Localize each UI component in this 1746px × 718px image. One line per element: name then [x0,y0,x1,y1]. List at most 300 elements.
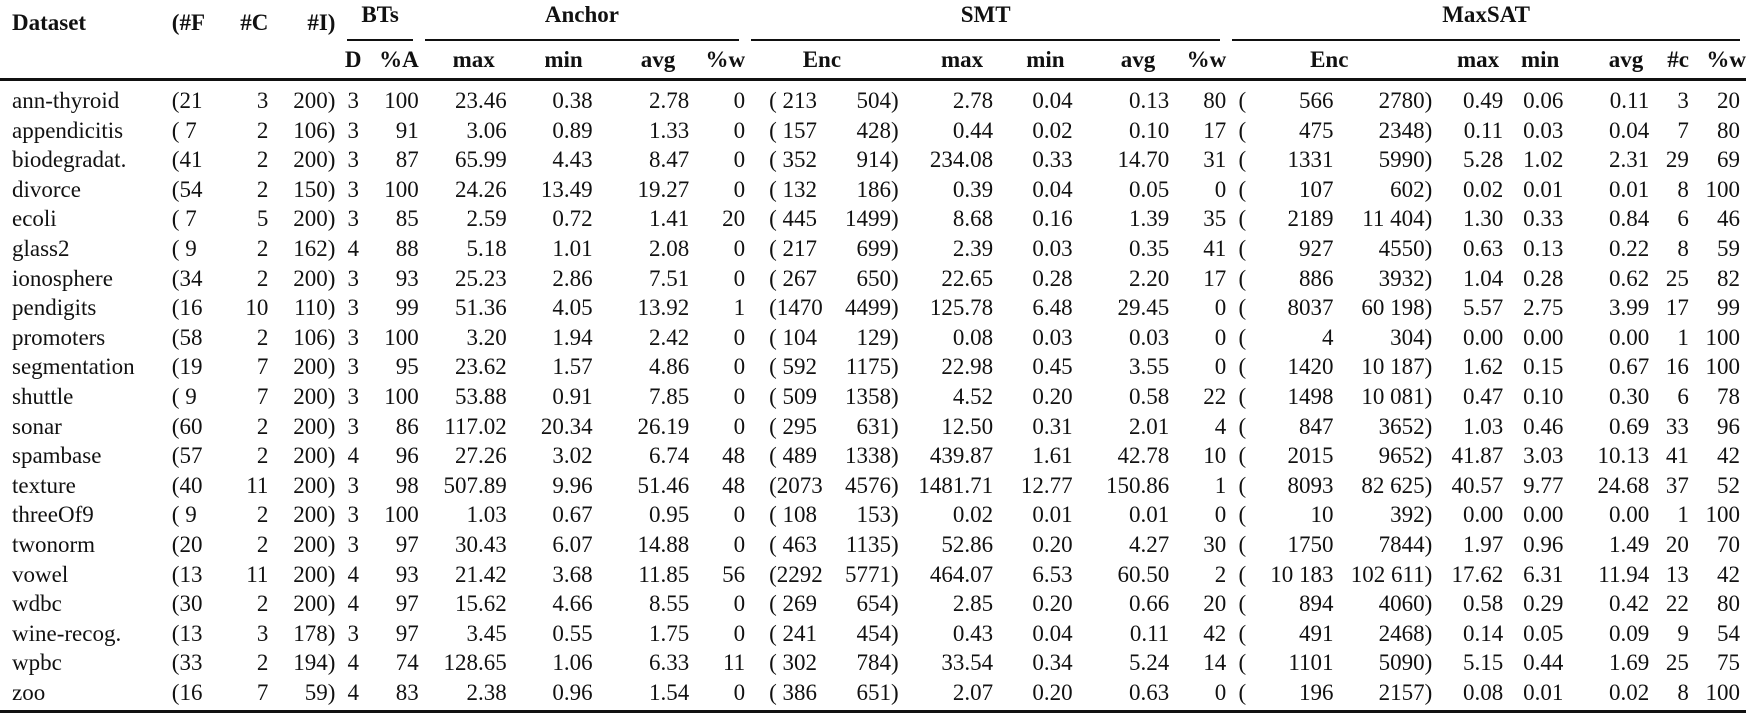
cell-smt-min: 0.20 [1032,591,1073,617]
cell-dataset-name: spambase [12,443,102,469]
cell-anchor-max: 3.45 [466,620,507,646]
cell-num-instances: 200) [293,502,336,528]
cell-smt-min: 0.20 [1032,531,1073,557]
cell-maxsat-max: 0.02 [1462,176,1504,202]
cell-maxsat-enc-vars: 2189 [1287,206,1334,232]
header-smt-wrong: %w [1186,47,1227,72]
cell-maxsat-min: 3.03 [1523,443,1564,469]
cell-maxsat-max: 0.14 [1462,620,1504,646]
cell-maxsat-avg: 24.68 [1597,472,1650,498]
cell-smt-avg: 29.45 [1117,295,1170,321]
cell-smt-enc-clauses: 428) [856,117,899,143]
cell-maxsat-min: 0.05 [1523,620,1564,646]
cell-smt-enc-vars: ( 509 [769,383,818,409]
cell-bts-depth: 3 [347,531,359,557]
cell-maxsat-enc-vars: 927 [1299,235,1334,261]
cell-anchor-avg: 0.95 [649,502,690,528]
cell-maxsat-avg: 3.99 [1608,295,1650,321]
cell-num-features: (20 [171,531,203,557]
table-row [0,441,1746,471]
cell-maxsat-enc-vars: 196 [1299,679,1334,705]
cell-maxsat-enc-open: ( [1238,531,1247,557]
cell-smt-enc-clauses: 1175) [845,354,899,380]
cell-maxsat-enc-vars: 894 [1299,591,1334,617]
cell-num-classes: 2 [256,235,269,261]
cell-smt-enc-vars: ( 241 [769,620,818,646]
cell-smt-enc-clauses: 631) [856,413,899,439]
cell-smt-enc-vars: (2073 [769,472,823,498]
header-anchor-max: max [452,47,495,72]
cell-num-instances: 200) [293,265,336,291]
cell-anchor-max: 2.59 [466,206,507,232]
cell-smt-min: 0.16 [1032,206,1073,232]
cell-smt-enc-vars: ( 295 [769,413,818,439]
cell-maxsat-clauses: 1 [1677,502,1689,528]
cell-num-classes: 2 [256,147,269,173]
cell-anchor-min: 4.43 [552,147,593,173]
cell-anchor-avg: 19.27 [637,176,690,202]
cell-maxsat-wrong: 75 [1717,650,1740,676]
cell-maxsat-wrong: 46 [1717,206,1740,232]
group-rule-anchor [425,39,739,41]
cell-smt-avg: 150.86 [1105,472,1170,498]
cell-maxsat-min: 0.29 [1523,591,1564,617]
cell-maxsat-enc-clauses: 60 198) [1361,295,1433,321]
cell-smt-avg: 42.78 [1117,443,1170,469]
cell-maxsat-clauses: 16 [1665,354,1689,380]
cell-num-classes: 2 [256,265,269,291]
cell-smt-avg: 0.63 [1128,679,1170,705]
cell-maxsat-wrong: 100 [1705,324,1740,350]
group-label-maxsat: MaxSAT [1442,2,1530,27]
cell-anchor-min: 20.34 [540,413,593,439]
cell-maxsat-enc-clauses: 2157) [1378,679,1433,705]
cell-maxsat-enc-open: ( [1238,206,1247,232]
cell-dataset-name: texture [12,472,76,498]
cell-dataset-name: ecoli [12,206,57,232]
cell-maxsat-enc-vars: 886 [1299,265,1334,291]
cell-maxsat-avg: 0.00 [1608,324,1650,350]
header-maxsat-enc: Enc [1310,47,1349,72]
cell-num-instances: 200) [293,206,336,232]
cell-anchor-max: 53.88 [455,383,507,409]
cell-dataset-name: ionosphere [12,265,113,291]
cell-smt-min: 0.04 [1032,620,1073,646]
cell-anchor-min: 3.02 [552,443,593,469]
cell-anchor-max: 51.36 [455,295,507,321]
cell-smt-wrong: 0 [1214,295,1227,321]
cell-smt-max: 2.39 [952,235,994,261]
cell-bts-depth: 3 [347,176,359,202]
cell-bts-depth: 3 [347,147,359,173]
header-smt-avg: avg [1120,47,1156,72]
cell-maxsat-avg: 0.11 [1609,88,1650,113]
cell-maxsat-avg: 10.13 [1597,443,1650,469]
cell-num-instances: 200) [293,383,336,409]
table-row [0,175,1746,205]
cell-bts-accuracy: 100 [384,502,419,528]
cell-anchor-max: 1.03 [466,502,507,528]
cell-maxsat-avg: 11.94 [1598,561,1650,587]
cell-bts-accuracy: 87 [395,147,419,173]
cell-anchor-min: 0.91 [552,383,593,409]
header-num-classes: #C [240,10,269,35]
cell-maxsat-max: 1.30 [1462,206,1504,232]
cell-maxsat-wrong: 100 [1705,502,1740,528]
header-anchor-avg: avg [640,47,676,72]
cell-smt-enc-clauses: 1499) [844,206,899,232]
cell-anchor-max: 117.02 [444,413,507,439]
cell-maxsat-enc-clauses: 4060) [1378,591,1433,617]
header-smt-enc: Enc [802,47,842,72]
cell-dataset-name: ann-thyroid [12,88,120,113]
cell-smt-min: 0.20 [1032,679,1073,705]
cell-bts-depth: 4 [347,443,359,469]
cell-num-classes: 2 [256,443,269,469]
cell-maxsat-clauses: 22 [1665,591,1689,617]
cell-maxsat-enc-open: ( [1238,147,1247,173]
cell-maxsat-enc-open: ( [1238,472,1247,498]
header-num-features: (#F [171,10,206,35]
cell-bts-depth: 3 [347,413,359,439]
cell-dataset-name: glass2 [12,235,70,261]
cell-bts-accuracy: 97 [395,591,419,617]
cell-num-instances: 200) [293,561,336,587]
cell-maxsat-enc-open: ( [1238,383,1247,409]
cell-anchor-avg: 51.46 [637,472,690,498]
cell-maxsat-enc-clauses: 5990) [1378,147,1433,173]
table-row [0,80,1746,116]
cell-anchor-max: 507.89 [443,472,507,498]
cell-anchor-min: 0.89 [552,117,593,143]
cell-dataset-name: divorce [12,176,81,202]
cell-maxsat-max: 41.87 [1451,443,1504,469]
cell-smt-avg: 60.50 [1117,561,1170,587]
cell-smt-min: 12.77 [1020,472,1073,498]
cell-num-features: (13 [171,561,203,587]
cell-smt-avg: 0.11 [1129,620,1170,646]
header-group-smt [745,0,1226,42]
cell-maxsat-min: 0.15 [1523,354,1564,380]
cell-anchor-wrong: 0 [733,620,746,646]
cell-maxsat-enc-clauses: 102 611) [1350,561,1433,587]
cell-bts-accuracy: 88 [395,235,419,261]
cell-smt-enc-vars: ( 108 [769,502,818,528]
cell-num-features: ( 7 [171,117,197,143]
cell-maxsat-max: 1.03 [1462,413,1504,439]
header-group-anchor [419,0,745,42]
cell-num-classes: 3 [256,620,269,646]
cell-maxsat-avg: 0.09 [1608,620,1650,646]
cell-anchor-wrong: 11 [722,650,746,676]
cell-anchor-avg: 6.74 [649,443,690,469]
cell-dataset-name: threeOf9 [12,502,94,528]
cell-maxsat-avg: 0.84 [1608,206,1650,232]
cell-smt-avg: 0.03 [1128,324,1170,350]
cell-bts-depth: 3 [347,472,359,498]
cell-smt-avg: 0.13 [1128,88,1170,113]
cell-anchor-max: 24.26 [455,176,507,202]
cell-smt-wrong: 30 [1203,531,1227,557]
header-bts-depth: D [344,47,362,72]
cell-anchor-max: 65.99 [455,147,507,173]
cell-smt-enc-clauses: 1135) [845,531,899,557]
header-spacer [268,42,341,80]
cell-anchor-min: 1.01 [552,235,593,261]
cell-maxsat-avg: 0.02 [1608,679,1650,705]
group-label-bts: BTs [361,2,399,27]
table-row [0,264,1746,294]
cell-smt-wrong: 4 [1214,413,1227,439]
cell-maxsat-min: 6.31 [1523,561,1564,587]
cell-bts-depth: 4 [347,679,359,705]
cell-maxsat-enc-open: ( [1238,295,1247,321]
cell-smt-avg: 1.39 [1128,206,1170,232]
cell-anchor-max: 2.38 [466,679,507,705]
cell-maxsat-min: 0.28 [1523,265,1564,291]
cell-smt-min: 0.01 [1032,502,1073,528]
cell-maxsat-enc-vars: 2015 [1287,443,1334,469]
cell-maxsat-enc-open: ( [1238,354,1247,380]
cell-bts-accuracy: 97 [395,620,419,646]
cell-anchor-avg: 13.92 [637,295,690,321]
cell-maxsat-enc-open: ( [1238,324,1247,350]
cell-maxsat-min: 0.00 [1523,324,1564,350]
cell-smt-enc-clauses: 1338) [844,443,899,469]
group-rule-maxsat [1232,39,1740,41]
cell-bts-depth: 3 [347,117,359,143]
table-row [0,382,1746,412]
cell-maxsat-max: 0.11 [1463,117,1504,143]
cell-maxsat-enc-clauses: 11 404) [1362,206,1433,232]
cell-smt-wrong: 1 [1214,472,1227,498]
cell-smt-enc-clauses: 129) [856,324,899,350]
cell-smt-max: 0.02 [952,502,994,528]
header-spacer [225,42,268,80]
cell-smt-enc-vars: ( 132 [769,176,818,202]
cell-anchor-wrong: 20 [722,206,746,232]
cell-maxsat-wrong: 100 [1705,176,1740,202]
cell-maxsat-clauses: 8 [1677,176,1689,202]
cell-bts-depth: 3 [347,620,359,646]
cell-maxsat-min: 0.03 [1523,117,1564,143]
cell-anchor-wrong: 56 [722,561,746,587]
cell-num-instances: 162) [293,235,336,261]
cell-num-features: (13 [171,620,203,646]
cell-smt-wrong: 14 [1203,650,1227,676]
cell-maxsat-clauses: 41 [1665,443,1689,469]
cell-smt-enc-clauses: 4499) [844,295,899,321]
cell-maxsat-min: 0.96 [1523,531,1564,557]
cell-anchor-avg: 2.42 [649,324,690,350]
cell-smt-max: 0.43 [952,620,994,646]
cell-maxsat-min: 0.06 [1523,88,1564,113]
cell-maxsat-enc-open: ( [1238,443,1247,469]
cell-maxsat-enc-clauses: 392) [1390,502,1433,528]
cell-maxsat-enc-vars: 475 [1299,117,1334,143]
cell-maxsat-max: 0.49 [1462,88,1504,113]
cell-num-instances: 110) [294,295,336,321]
cell-dataset-name: biodegradat. [12,147,127,173]
header-anchor-min: min [544,47,583,72]
cell-maxsat-avg: 0.67 [1608,354,1650,380]
cell-anchor-max: 21.42 [455,561,507,587]
cell-maxsat-wrong: 20 [1717,88,1740,113]
cell-num-features: (60 [171,413,203,439]
cell-maxsat-enc-clauses: 9652) [1378,443,1433,469]
cell-maxsat-clauses: 25 [1665,650,1689,676]
cell-anchor-wrong: 0 [733,354,746,380]
cell-num-classes: 7 [256,383,269,409]
header-bts-accuracy: %A [379,47,419,72]
cell-maxsat-enc-open: ( [1238,117,1247,143]
cell-bts-accuracy: 100 [384,88,419,113]
cell-maxsat-wrong: 52 [1717,472,1740,498]
cell-anchor-max: 128.65 [443,650,507,676]
cell-smt-enc-vars: ( 445 [769,206,818,232]
header-group-maxsat [1226,0,1746,42]
cell-bts-depth: 4 [347,591,359,617]
cell-num-classes: 11 [246,472,269,498]
cell-smt-wrong: 2 [1214,561,1227,587]
cell-num-instances: 200) [293,147,336,173]
cell-anchor-min: 6.07 [552,531,593,557]
cell-maxsat-max: 1.62 [1462,354,1504,380]
cell-maxsat-clauses: 7 [1677,117,1689,143]
cell-anchor-wrong: 0 [733,88,746,113]
cell-bts-accuracy: 98 [395,472,419,498]
cell-maxsat-enc-vars: 566 [1299,88,1334,113]
cell-maxsat-min: 0.01 [1523,679,1564,705]
cell-anchor-avg: 2.08 [649,235,690,261]
cell-dataset-name: wdbc [12,591,62,617]
cell-maxsat-enc-open: ( [1238,679,1247,705]
cell-smt-min: 0.03 [1032,324,1073,350]
cell-num-classes: 11 [246,561,269,587]
cell-num-classes: 2 [256,650,269,676]
header-maxsat-clauses: #c [1667,47,1689,72]
cell-smt-wrong: 17 [1203,117,1227,143]
cell-num-classes: 2 [256,591,269,617]
cell-anchor-avg: 7.51 [649,265,690,291]
cell-smt-wrong: 0 [1214,354,1227,380]
cell-bts-accuracy: 93 [395,265,419,291]
cell-num-instances: 200) [293,354,336,380]
cell-smt-wrong: 0 [1214,324,1227,350]
cell-dataset-name: zoo [12,679,46,705]
cell-maxsat-enc-vars: 1750 [1287,531,1334,557]
table-body [0,80,1746,712]
cell-num-features: ( 9 [171,502,197,528]
cell-smt-wrong: 10 [1203,443,1227,469]
cell-anchor-min: 9.96 [552,472,593,498]
cell-bts-accuracy: 96 [395,443,419,469]
cell-bts-accuracy: 100 [384,383,419,409]
header-maxsat-min: min [1520,47,1560,72]
cell-bts-depth: 3 [347,265,359,291]
cell-num-classes: 7 [256,354,269,380]
table-row [0,560,1746,590]
cell-anchor-wrong: 0 [733,591,746,617]
cell-smt-enc-vars: ( 267 [769,265,818,291]
cell-num-classes: 2 [256,324,269,350]
cell-smt-wrong: 80 [1203,88,1227,113]
cell-dataset-name: shuttle [12,383,74,409]
cell-maxsat-enc-clauses: 10 081) [1361,383,1433,409]
cell-bts-accuracy: 93 [395,561,419,587]
cell-smt-enc-vars: ( 463 [769,531,818,557]
cell-smt-max: 22.98 [941,354,994,380]
cell-smt-max: 125.78 [929,295,994,321]
table-row [0,234,1746,264]
cell-dataset-name: pendigits [12,295,97,321]
cell-smt-max: 33.54 [941,650,994,676]
cell-maxsat-wrong: 99 [1717,295,1740,321]
cell-maxsat-min: 0.33 [1523,206,1564,232]
cell-num-instances: 200) [293,88,336,113]
cell-smt-avg: 0.10 [1128,117,1170,143]
cell-smt-max: 2.85 [952,591,994,617]
cell-bts-accuracy: 100 [384,324,419,350]
cell-maxsat-wrong: 42 [1717,443,1740,469]
cell-bts-depth: 3 [347,206,359,232]
cell-smt-enc-clauses: 650) [856,265,899,291]
cell-anchor-avg: 8.47 [649,147,690,173]
cell-smt-min: 0.28 [1032,265,1073,291]
cell-smt-max: 0.39 [952,176,994,202]
cell-smt-max: 0.08 [952,324,994,350]
cell-smt-enc-clauses: 1358) [844,383,899,409]
cell-maxsat-min: 1.02 [1523,147,1564,173]
cell-smt-min: 0.20 [1032,383,1073,409]
cell-maxsat-wrong: 96 [1717,413,1740,439]
cell-smt-enc-clauses: 504) [856,88,899,113]
cell-smt-wrong: 17 [1203,265,1227,291]
cell-maxsat-enc-open: ( [1238,650,1247,676]
cell-anchor-avg: 1.33 [649,117,690,143]
cell-smt-max: 12.50 [941,413,994,439]
cell-anchor-avg: 6.33 [649,650,690,676]
cell-maxsat-max: 40.57 [1451,472,1504,498]
cell-maxsat-max: 5.28 [1462,147,1504,173]
cell-num-features: (40 [171,472,203,498]
cell-maxsat-min: 9.77 [1523,472,1564,498]
cell-maxsat-enc-clauses: 602) [1390,176,1433,202]
cell-anchor-min: 0.72 [552,206,593,232]
cell-smt-avg: 0.01 [1128,502,1170,528]
cell-smt-enc-vars: ( 302 [769,650,818,676]
cell-dataset-name: appendicitis [12,117,124,143]
cell-smt-avg: 2.01 [1128,413,1170,439]
cell-maxsat-max: 0.47 [1462,383,1504,409]
header-num-instances: #I) [307,10,336,35]
cell-maxsat-enc-clauses: 2348) [1378,117,1433,143]
cell-maxsat-clauses: 3 [1677,88,1689,113]
cell-anchor-wrong: 1 [733,295,746,321]
cell-maxsat-min: 0.13 [1523,235,1564,261]
header-maxsat-wrong: %w [1706,47,1746,72]
cell-anchor-min: 0.55 [552,620,593,646]
cell-smt-enc-vars: (1470 [769,295,823,321]
cell-anchor-wrong: 0 [733,502,746,528]
cell-anchor-max: 3.06 [466,117,507,143]
cell-anchor-wrong: 48 [722,443,746,469]
cell-maxsat-wrong: 78 [1717,383,1740,409]
cell-num-classes: 7 [256,679,269,705]
cell-smt-wrong: 35 [1203,206,1227,232]
cell-maxsat-clauses: 20 [1665,531,1689,557]
cell-maxsat-min: 2.75 [1523,295,1564,321]
